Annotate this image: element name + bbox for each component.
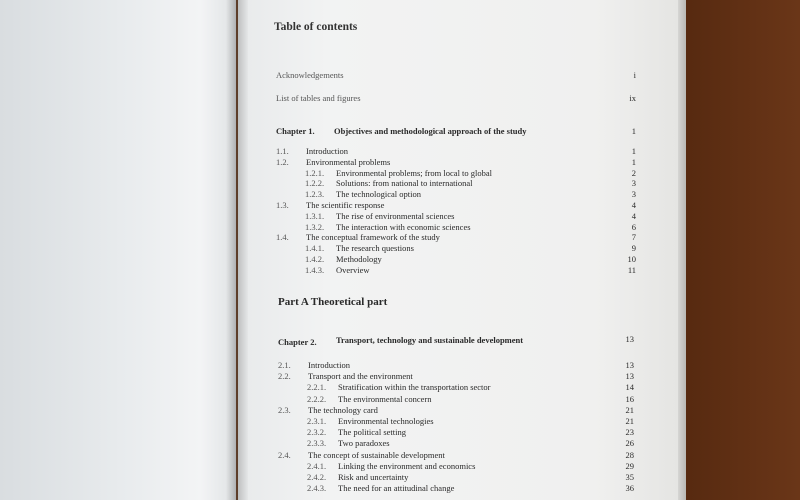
toc-entry-number: 1.4.2. [305, 254, 325, 264]
toc-front-page: i [633, 70, 636, 80]
toc-entry-number: 2.3.2. [307, 427, 327, 438]
toc-entry-page: 14 [625, 382, 634, 393]
toc-entry-title: The technological option [336, 189, 421, 200]
toc-entry-title: The technology card [308, 404, 378, 415]
toc-front-label: Acknowledgements [276, 70, 344, 80]
toc-entry-title: Methodology [336, 254, 382, 264]
toc-entry-number: 1.2.3. [305, 189, 325, 200]
toc-entry-page: 35 [625, 472, 634, 482]
chapter-1-page: 1 [631, 126, 636, 136]
toc-entry-title: Environmental problems [306, 156, 391, 167]
toc-entry-title: Two paradoxes [338, 438, 390, 449]
toc-entry-number: 1.3.1. [305, 210, 325, 221]
toc-entry-title: Risk and uncertainty [338, 472, 409, 482]
right-page-table-of-contents [238, 0, 684, 500]
toc-entry-page: 16 [625, 393, 634, 404]
toc-entry-page: 29 [625, 460, 634, 471]
toc-entry-page: 3 [631, 178, 636, 189]
toc-entry-number: 1.1. [276, 146, 289, 156]
toc-entry-title: The research questions [336, 243, 414, 254]
toc-entry-number: 1.3.2. [305, 221, 325, 232]
toc-entry-number: 2.2.2. [307, 393, 327, 404]
toc-entry-title: Linking the environment and economics [338, 460, 476, 471]
toc-entry-page: 9 [631, 243, 636, 254]
toc-entry-page: 6 [631, 221, 636, 232]
toc-entry-title: Solutions: from national to international [336, 178, 473, 189]
toc-entry-number: 2.3.1. [307, 416, 327, 426]
toc-entry-number: 1.2.1. [305, 167, 325, 178]
toc-entry-number: 2.4.3. [307, 483, 327, 494]
toc-entry-page: 3 [631, 189, 636, 200]
toc-entry-page: 4 [631, 200, 636, 210]
toc-content [238, 0, 684, 500]
chapter-1-title: Objectives and methodological approach of the study [334, 126, 527, 136]
toc-entry-page: 11 [627, 264, 636, 275]
toc-entry-title: The political setting [338, 427, 406, 438]
toc-entry-page: 21 [625, 416, 634, 426]
toc-entry-title: The concept of sustainable development [308, 449, 445, 460]
toc-entry-title: Introduction [308, 360, 351, 370]
page-edge [678, 0, 686, 500]
part-a-heading: Part A Theoretical part [278, 296, 388, 308]
toc-entry-title: The interaction with economic sciences [336, 221, 471, 232]
toc-entry-number: 2.4.2. [307, 472, 327, 482]
toc-entry-page: 13 [625, 371, 634, 382]
toc-entry-title: The environmental concern [338, 393, 432, 404]
book-gutter-shadow [226, 0, 248, 500]
toc-entry-title: Environmental technologies [338, 416, 434, 426]
toc-entry-number: 2.2. [278, 371, 291, 382]
chapter-2-page: 13 [625, 334, 634, 344]
toc-entry-title: The rise of environmental sciences [336, 210, 455, 221]
chapter-2-label: Chapter 2. [278, 337, 317, 347]
chapter-2-title: Transport, technology and sustainable development [336, 335, 524, 345]
toc-entry-title: Environmental problems; from local to global [336, 167, 493, 178]
toc-entry-number: 2.4. [278, 449, 291, 460]
toc-entry-number: 1.2. [276, 156, 289, 167]
toc-entry-number: 2.2.1. [307, 382, 327, 393]
toc-entry-page: 4 [631, 210, 636, 221]
toc-entry-title: Overview [336, 264, 370, 275]
toc-entry-number: 2.1. [278, 360, 291, 370]
toc-entry-page: 28 [625, 449, 634, 460]
toc-entry-page: 36 [625, 483, 634, 494]
toc-entry-number: 2.3. [278, 404, 291, 415]
chapter-1-label: Chapter 1. [276, 126, 315, 136]
toc-entry-number: 2.3.3. [307, 438, 327, 449]
toc-entry-page: 2 [631, 167, 636, 178]
toc-entry-title: The conceptual framework of the study [306, 232, 440, 243]
toc-entry-number: 1.4.1. [305, 243, 325, 254]
toc-entry-title: Introduction [306, 146, 349, 156]
toc-entry-title: Transport and the environment [308, 371, 413, 382]
toc-entry-number: 1.4.3. [305, 264, 325, 275]
toc-entry-number: 1.2.2. [305, 178, 325, 189]
toc-entry-page: 13 [625, 360, 634, 370]
toc-entry-number: 1.3. [276, 200, 289, 210]
toc-entry-page: 1 [631, 146, 636, 156]
toc-entry-title: The need for an attitudinal change [338, 483, 455, 494]
toc-front-label: List of tables and figures [276, 93, 361, 103]
toc-entry-title: The scientific response [306, 200, 385, 210]
toc-entry-number: 2.4.1. [307, 460, 327, 471]
toc-entry-page: 23 [625, 427, 634, 438]
toc-entry-page: 1 [631, 156, 636, 167]
toc-title: Table of contents [274, 21, 358, 33]
toc-entry-page: 26 [625, 438, 634, 449]
toc-entry-page: 7 [631, 232, 636, 243]
toc-entry-page: 10 [627, 254, 636, 264]
toc-entry-page: 21 [625, 404, 634, 415]
left-blank-page [0, 0, 236, 500]
toc-front-page: ix [629, 93, 636, 103]
toc-entry-number: 1.4. [276, 232, 289, 243]
toc-entry-title: Stratification within the transportation sector [338, 382, 491, 393]
